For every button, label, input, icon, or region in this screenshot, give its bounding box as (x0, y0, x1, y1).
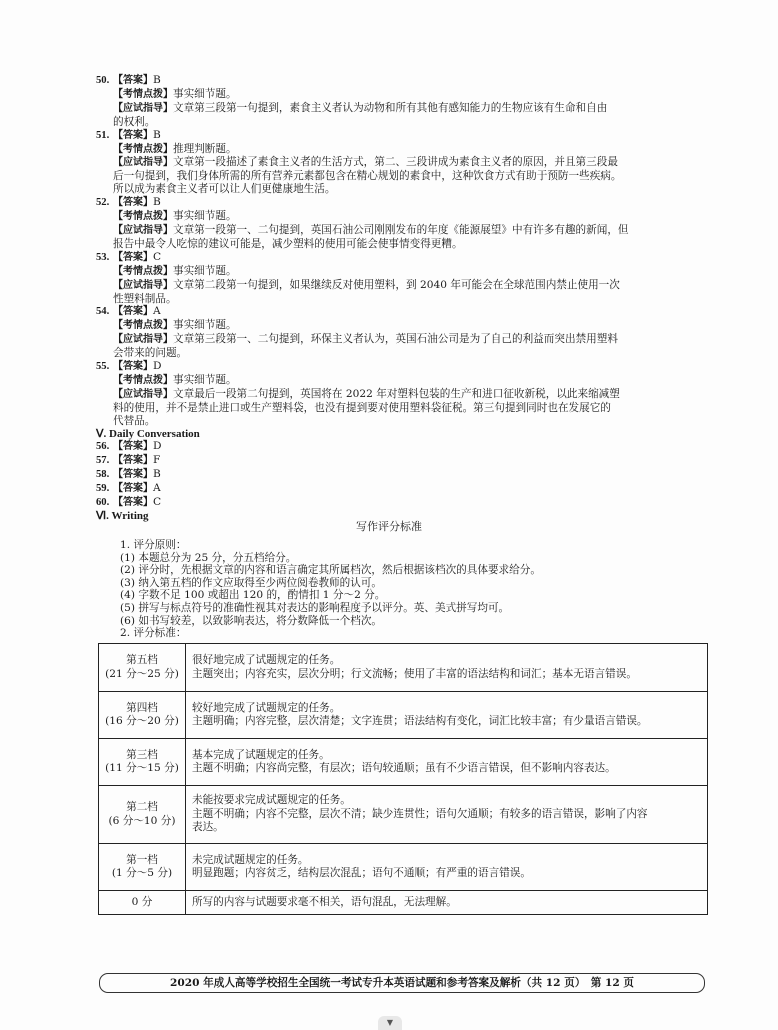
chevron-down-icon[interactable]: ▼ (378, 1016, 402, 1030)
grade-level: 第五档 (126, 654, 158, 666)
question-55 (96, 360, 716, 428)
question-number: 53. (96, 251, 110, 263)
guide-text: 文章第一段描述了素食主义者的生活方式，第二、三段讲成为素食主义者的原因，并且第三段最 (173, 156, 618, 169)
grade-description: 未完成试题规定的任务。 (192, 853, 309, 866)
points-tag: 【考情点拨】 (113, 320, 173, 332)
answer-value: B (153, 196, 161, 209)
answer-tag: 【答案】 (113, 483, 153, 495)
points-text: 事实细节题。 (173, 87, 237, 100)
answer-row (96, 454, 716, 468)
grade-description: 较好地完成了试题规定的任务。 (192, 701, 341, 714)
guide-tag: 【应试指导】 (113, 224, 173, 236)
guide-text: 所以成为素食主义者可以让人们更健康地生活。 (113, 183, 336, 196)
rule-line: (1) 本题总分为 25 分，分五档给分。 (120, 551, 297, 564)
question-number: 55. (96, 361, 110, 373)
answer-tag: 【答案】 (113, 251, 153, 263)
answer-section (96, 74, 716, 523)
grade-description-cell (186, 644, 708, 692)
answer-value: B (153, 74, 161, 86)
answer-tag: 【答案】 (113, 75, 153, 86)
answer-value: B (153, 468, 161, 481)
grade-row (99, 692, 708, 739)
page-footer: 2020 年成人高等学校招生全国统一考试专升本英语试题和参考答案及解析（共 12 页） 第 12 页 (99, 973, 705, 993)
answer-tag: 【答案】 (113, 469, 153, 481)
grade-level-cell (99, 644, 186, 692)
grade-description-cell (186, 786, 708, 844)
answer-value: C (153, 250, 162, 263)
answer-value: A (153, 305, 161, 318)
points-tag: 【考情点拨】 (113, 143, 173, 155)
rule-line: (5) 拼写与标点符号的准确性视其对表达的影响程度予以评分。英、美式拼写均可。 (120, 601, 510, 614)
question-number: 50. (96, 75, 110, 86)
answer-value: F (153, 454, 161, 467)
guide-text: 文章第三段第一、二句提到，环保主义者认为，英国石油公司是为了自己的利益而突出禁用塑料 (173, 333, 618, 346)
grade-level-cell (99, 786, 186, 844)
guide-text: 文章第三段第一句提到，素食主义者认为动物和所有其他有感知能力的生物应该有生命和自由 (173, 101, 608, 114)
question-number: 57. (96, 455, 110, 467)
points-text: 推理判断题。 (173, 142, 237, 155)
grade-range: (21 分～25 分) (105, 667, 179, 680)
question-number: 51. (96, 129, 110, 141)
question-number: 56. (96, 441, 110, 453)
section-heading: Ⅴ. Daily Conversation (96, 427, 200, 440)
grade-level: 第一档 (126, 853, 158, 866)
question-number: 54. (96, 306, 110, 318)
answer-value: C (153, 496, 162, 509)
grade-description-cell (186, 739, 708, 786)
question-54 (96, 305, 716, 360)
grade-description: 未能按要求完成试题规定的任务。 (192, 794, 351, 807)
grade-level-cell (99, 692, 186, 739)
grade-level-cell (99, 844, 186, 891)
grade-level: 0 分 (131, 895, 153, 908)
rule-line: 2. 评分标准： (120, 627, 187, 640)
writing-criteria-title: 写作评分标准 (356, 520, 422, 533)
question-number: 59. (96, 483, 110, 495)
answer-value: B (153, 128, 161, 141)
question-number: 52. (96, 197, 110, 209)
answer-tag: 【答案】 (113, 306, 153, 318)
grade-range: (1 分～5 分) (111, 867, 173, 879)
grade-description: 主题明确；内容完整，层次清楚；文字连贯；语法结构有变化，词汇比较丰富；有少量语言错误。 (192, 715, 648, 727)
grade-row (99, 844, 708, 891)
grade-description-cell (186, 692, 708, 739)
guide-text: 文章第一段第一、二句提到，英国石油公司刚刚发布的年度《能源展望》中有许多有趣的新闻，但 (173, 223, 629, 236)
grade-description: 主题不明确；内容尚完整，有层次；语句较通顺；虽有不少语言错误，但不影响内容表达。 (192, 762, 616, 774)
guide-text: 代替品。 (113, 414, 156, 427)
guide-text: 文章最后一段第二句提到，英国将在 2022 年对塑料包装的生产和进口征收新税，以此来缩减塑 (173, 387, 620, 400)
guide-text: 报告中最令人吃惊的建议可能是，减少塑料的使用可能会使事情变得更糟。 (113, 237, 463, 250)
grade-description: 明显跑题；内容贫乏，结构层次混乱；语句不通顺；有严重的语言错误。 (192, 867, 531, 879)
grade-level: 第三档 (126, 748, 158, 761)
grade-description: 主题突出；内容充实，层次分明；行文流畅；使用了丰富的语法结构和词汇；基本无语言错误。 (192, 667, 637, 680)
grade-range: (16 分～20 分) (105, 715, 179, 727)
points-tag: 【考情点拨】 (113, 211, 173, 223)
grade-row (99, 644, 708, 692)
question-50 (96, 74, 716, 129)
question-51 (96, 129, 716, 197)
section-heading: Ⅵ. Writing (96, 510, 149, 522)
rule-line: (3) 纳入第五档的作文应取得至少两位阅卷教师的认可。 (120, 576, 383, 589)
question-number: 58. (96, 469, 110, 481)
guide-text: 料的使用，并不是禁止进口或生产塑料袋，也没有提到要对使用塑料袋征税。第三句提到同时也在发展它的 (113, 401, 611, 414)
points-tag: 【考情点拨】 (113, 265, 173, 277)
guide-tag: 【应试指导】 (113, 388, 173, 400)
points-text: 事实细节题。 (173, 373, 237, 386)
answer-tag: 【答案】 (113, 455, 153, 467)
grade-description-cell (186, 891, 708, 915)
answer-tag: 【答案】 (113, 197, 153, 209)
grade-row (99, 739, 708, 786)
guide-tag: 【应试指导】 (113, 157, 173, 169)
rule-line: (6) 如书写较差，以致影响表达，将分数降低一个档次。 (120, 614, 383, 627)
grading-table (98, 643, 708, 915)
grade-description: 所写的内容与试题要求毫不相关，语句混乱，无法理解。 (192, 895, 457, 908)
answer-value: D (153, 440, 162, 453)
rule-line: (2) 评分时，先根据文章的内容和语言确定其所属档次，然后根据该档次的具体要求给分。 (120, 564, 541, 577)
grade-level: 第四档 (126, 701, 158, 714)
guide-text: 文章第二段第一句提到，如果继续反对使用塑料，到 2040 年可能会在全球范围内禁止使用一次 (173, 278, 620, 291)
answer-row (96, 440, 716, 454)
points-tag: 【考情点拨】 (113, 88, 173, 100)
grade-description: 很好地完成了试题规定的任务。 (192, 654, 341, 666)
answer-tag: 【答案】 (113, 497, 153, 509)
guide-tag: 【应试指导】 (113, 279, 173, 291)
answer-row (96, 468, 716, 482)
scoring-principles (120, 539, 720, 640)
grade-range: (11 分～15 分) (105, 762, 179, 774)
guide-text: 会带来的问题。 (113, 347, 188, 360)
guide-text: 性塑料制品。 (113, 292, 177, 305)
question-53 (96, 251, 716, 306)
points-text: 事实细节题。 (173, 264, 237, 277)
question-52 (96, 196, 716, 251)
answer-tag: 【答案】 (113, 441, 153, 453)
grade-description-cell (186, 844, 708, 891)
answer-tag: 【答案】 (113, 361, 153, 373)
guide-tag: 【应试指导】 (113, 334, 173, 346)
answer-row (96, 496, 716, 510)
answer-tag: 【答案】 (113, 129, 153, 141)
points-text: 事实细节题。 (173, 319, 237, 332)
rule-line: 1. 评分原则： (120, 539, 187, 551)
answer-row (96, 482, 716, 496)
guide-tag: 【应试指导】 (113, 102, 173, 114)
grade-row (99, 786, 708, 844)
grade-description: 表达。 (192, 821, 224, 834)
question-number: 60. (96, 497, 110, 509)
grade-level-cell (99, 739, 186, 786)
grade-description: 主题不明确；内容不完整，层次不清；缺少连贯性；语句欠通顺；有较多的语言错误，影响了内容 (192, 807, 648, 820)
points-text: 事实细节题。 (173, 210, 237, 223)
grade-level-cell (99, 891, 186, 915)
grade-description: 基本完成了试题规定的任务。 (192, 748, 330, 761)
grade-level: 第二档 (126, 801, 158, 813)
guide-text: 的权利。 (113, 115, 156, 128)
answer-value: A (153, 482, 161, 495)
answer-value: D (153, 360, 162, 373)
grade-range: (6 分～10 分) (108, 814, 176, 827)
guide-text: 后一句提到，我们身体所需的所有营养元素都包含在精心规划的素食中，这种饮食方式有助于预防一些疾病。 (113, 170, 622, 183)
rule-line: (4) 字数不足 100 或超出 120 的，酌情扣 1 分～2 分。 (120, 589, 386, 602)
grade-row (99, 891, 708, 915)
points-tag: 【考情点拨】 (113, 374, 173, 386)
